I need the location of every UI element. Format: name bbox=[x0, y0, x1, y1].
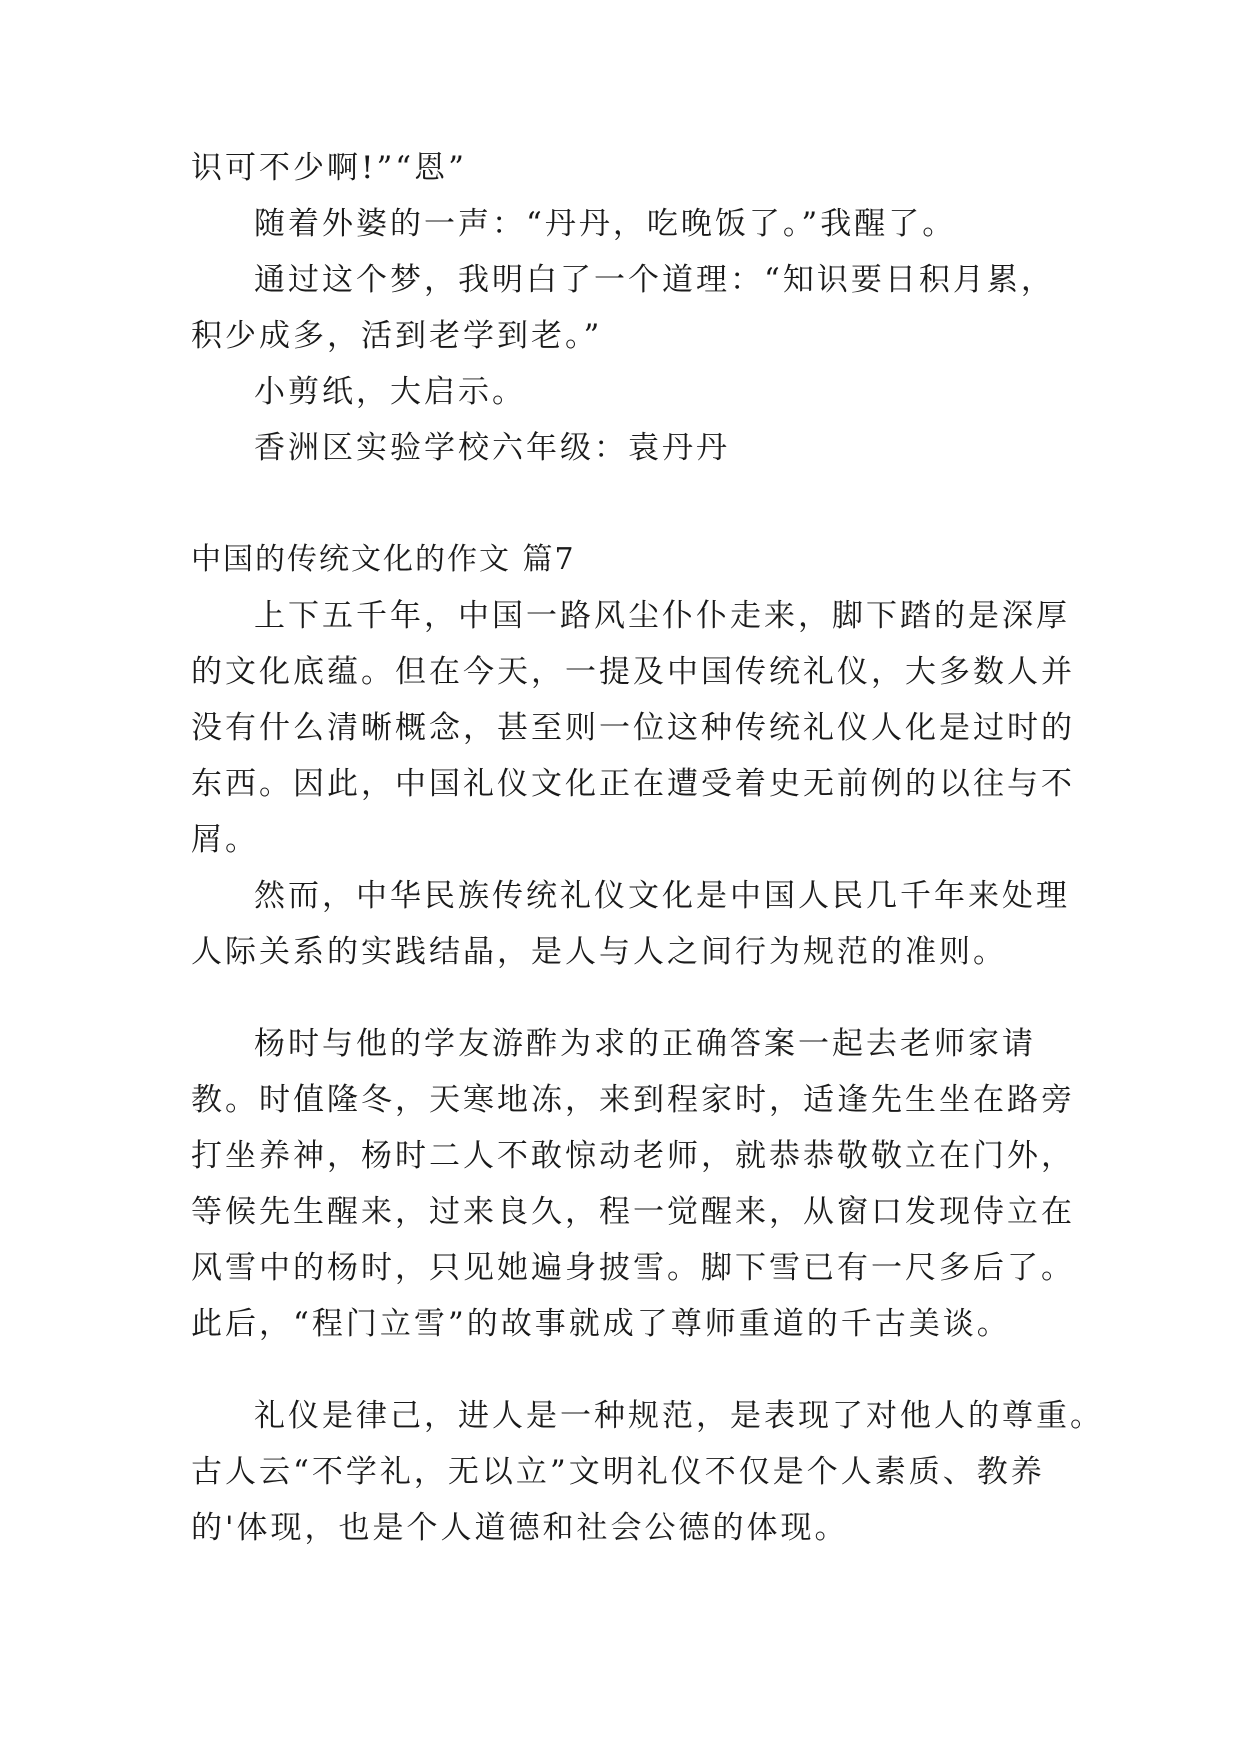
paragraph-line: 积少成多，活到老学到老。” bbox=[191, 318, 603, 354]
paragraph-line: 的'体现，也是个人道德和社会公德的体现。 bbox=[191, 1510, 849, 1546]
paragraph-line: 礼仪是律己，进人是一种规范，是表现了对他人的尊重。 bbox=[254, 1398, 1104, 1434]
paragraph-line: 人际关系的实践结晶，是人与人之间行为规范的准则。 bbox=[191, 934, 1007, 970]
paragraph-line: 教。时值隆冬，天寒地冻，来到程家时，适逢先生坐在路旁 bbox=[191, 1082, 1075, 1118]
paragraph-line: 屑。 bbox=[191, 822, 259, 858]
paragraph-line: 风雪中的杨时，只见她遍身披雪。脚下雪已有一尺多后了。 bbox=[191, 1250, 1075, 1286]
paragraph-line: 通过这个梦，我明白了一个道理：“知识要日积月累， bbox=[254, 262, 1055, 298]
paragraph-line: 古人云“不学礼，无以立”文明礼仪不仅是个人素质、教养 bbox=[191, 1454, 1045, 1490]
paragraph-line: 然而，中华民族传统礼仪文化是中国人民几千年来处理 bbox=[254, 878, 1070, 914]
paragraph-line: 杨时与他的学友游酢为求的正确答案一起去老师家请 bbox=[254, 1026, 1036, 1062]
paragraph-line: 随着外婆的一声：“丹丹，吃晚饭了。”我醒了。 bbox=[254, 206, 957, 242]
paragraph-line: 等候先生醒来，过来良久，程一觉醒来，从窗口发现侍立在 bbox=[191, 1194, 1075, 1230]
paragraph-line: 上下五千年，中国一路风尘仆仆走来，脚下踏的是深厚 bbox=[254, 598, 1070, 634]
paragraph-line: 的文化底蕴。但在今天，一提及中国传统礼仪，大多数人并 bbox=[191, 654, 1075, 690]
author-line: 香洲区实验学校六年级：袁丹丹 bbox=[254, 430, 730, 466]
paragraph-line: 识可不少啊!”“恩” bbox=[191, 150, 468, 186]
paragraph-line: 东西。因此，中国礼仪文化正在遭受着史无前例的以往与不 bbox=[191, 766, 1075, 802]
paragraph-line: 此后，“程门立雪”的故事就成了尊师重道的千古美谈。 bbox=[191, 1306, 1011, 1342]
paragraph-line: 小剪纸，大启示。 bbox=[254, 374, 526, 410]
paragraph-line: 没有什么清晰概念，甚至则一位这种传统礼仪人化是过时的 bbox=[191, 710, 1075, 746]
paragraph-line: 打坐养神，杨时二人不敢惊动老师，就恭恭敬敬立在门外， bbox=[191, 1138, 1075, 1174]
section-heading: 中国的传统文化的作文 篇7 bbox=[191, 542, 576, 577]
